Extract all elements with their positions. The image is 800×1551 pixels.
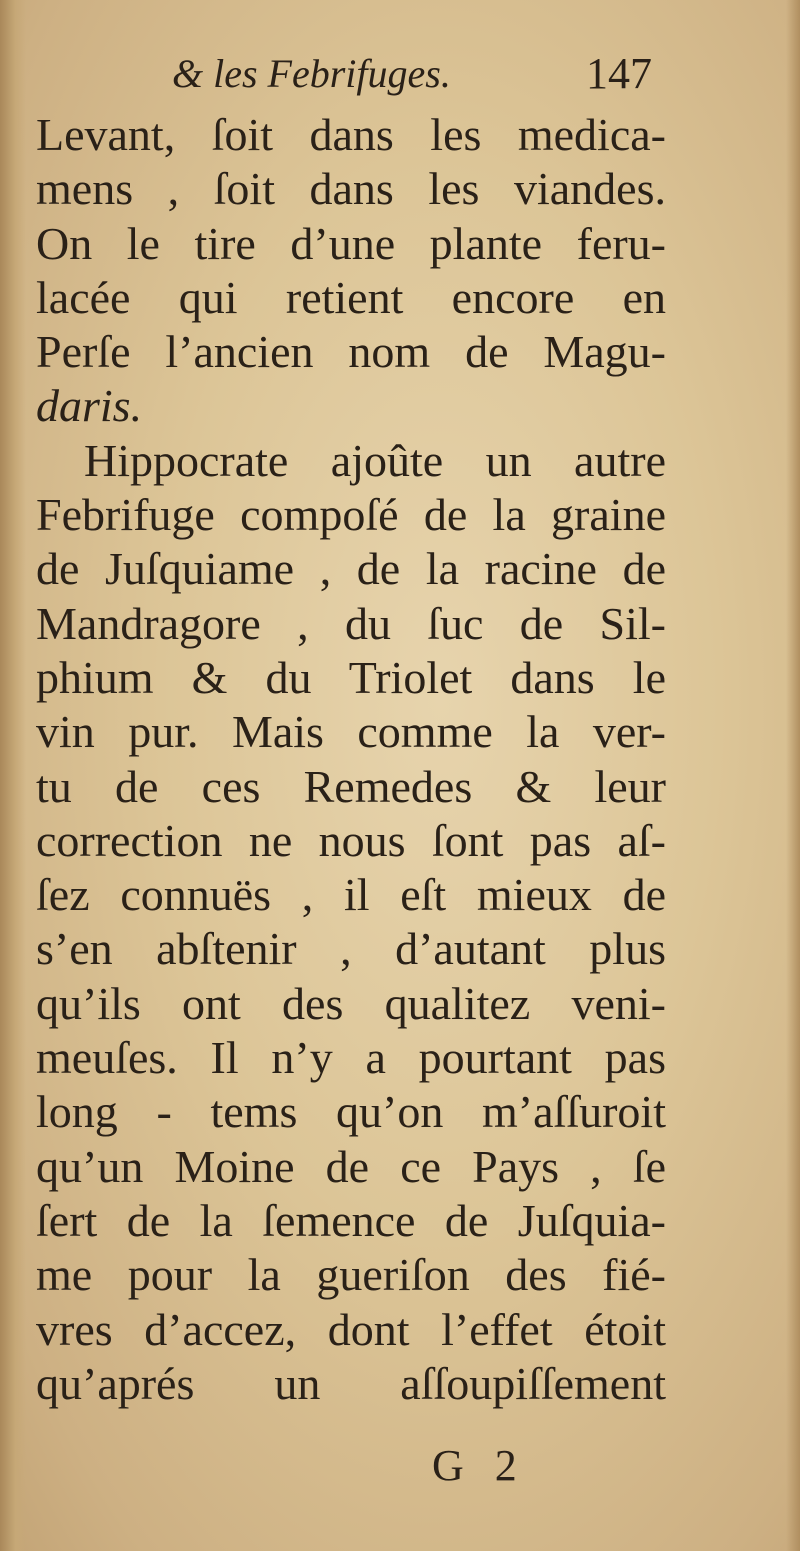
text-line-roman: Perſe l’ancien nom de Magu-	[36, 326, 666, 378]
running-head	[0, 44, 800, 104]
page-edge-shadow	[786, 0, 800, 1551]
text-line: ſert de la ſemence de Juſquia-	[36, 1194, 666, 1246]
page-number: 147	[586, 49, 652, 98]
text-line: vres d’accez, dont l’effet étoit	[36, 1303, 666, 1355]
text-line: me pour la gueriſon des fié-	[36, 1249, 666, 1301]
text-line: vin pur. Mais comme la ver-	[36, 706, 666, 758]
text-line: mens , ſoit dans les viandes.	[36, 163, 666, 215]
page-gutter-shadow	[0, 0, 26, 1551]
text-line: qu’aprés un aſſoupiſſement	[36, 1357, 666, 1409]
text-line	[36, 325, 666, 379]
text-line: qu’ils ont des qualitez veni-	[36, 977, 666, 1029]
running-title: & les Febrifuges.	[172, 51, 451, 96]
text-line: ſez connuës , il eſt mieux de	[36, 869, 666, 921]
text-line: correction ne nous ſont pas aſ-	[36, 814, 666, 866]
text-line: phium & du Triolet dans le	[36, 651, 666, 703]
text-line: tu de ces Remedes & leur	[36, 760, 666, 812]
body-text	[36, 108, 666, 1411]
text-line: Hippocrate ajoûte un autre	[84, 434, 666, 486]
text-line: s’en abſtenir , d’autant plus	[36, 923, 666, 975]
text-line: meuſes. Il n’y a pourtant pas	[36, 1032, 666, 1084]
text-line: qu’un Moine de ce Pays , ſe	[36, 1140, 666, 1192]
text-line: long - tems qu’on m’aſſuroit	[36, 1086, 666, 1138]
text-line: lacée qui retient encore en	[36, 271, 666, 323]
text-line: Mandragore , du ſuc de Sil-	[36, 597, 666, 649]
signature-mark: G 2	[432, 1441, 517, 1490]
text-line: Febrifuge compoſé de la graine	[36, 489, 666, 541]
text-line: On le tire d’une plante feru-	[36, 217, 666, 269]
text-line: Levant, ſoit dans les medica-	[36, 109, 666, 160]
text-line: de Juſquiame , de la racine de	[36, 543, 666, 595]
text-line: daris.	[36, 380, 143, 432]
